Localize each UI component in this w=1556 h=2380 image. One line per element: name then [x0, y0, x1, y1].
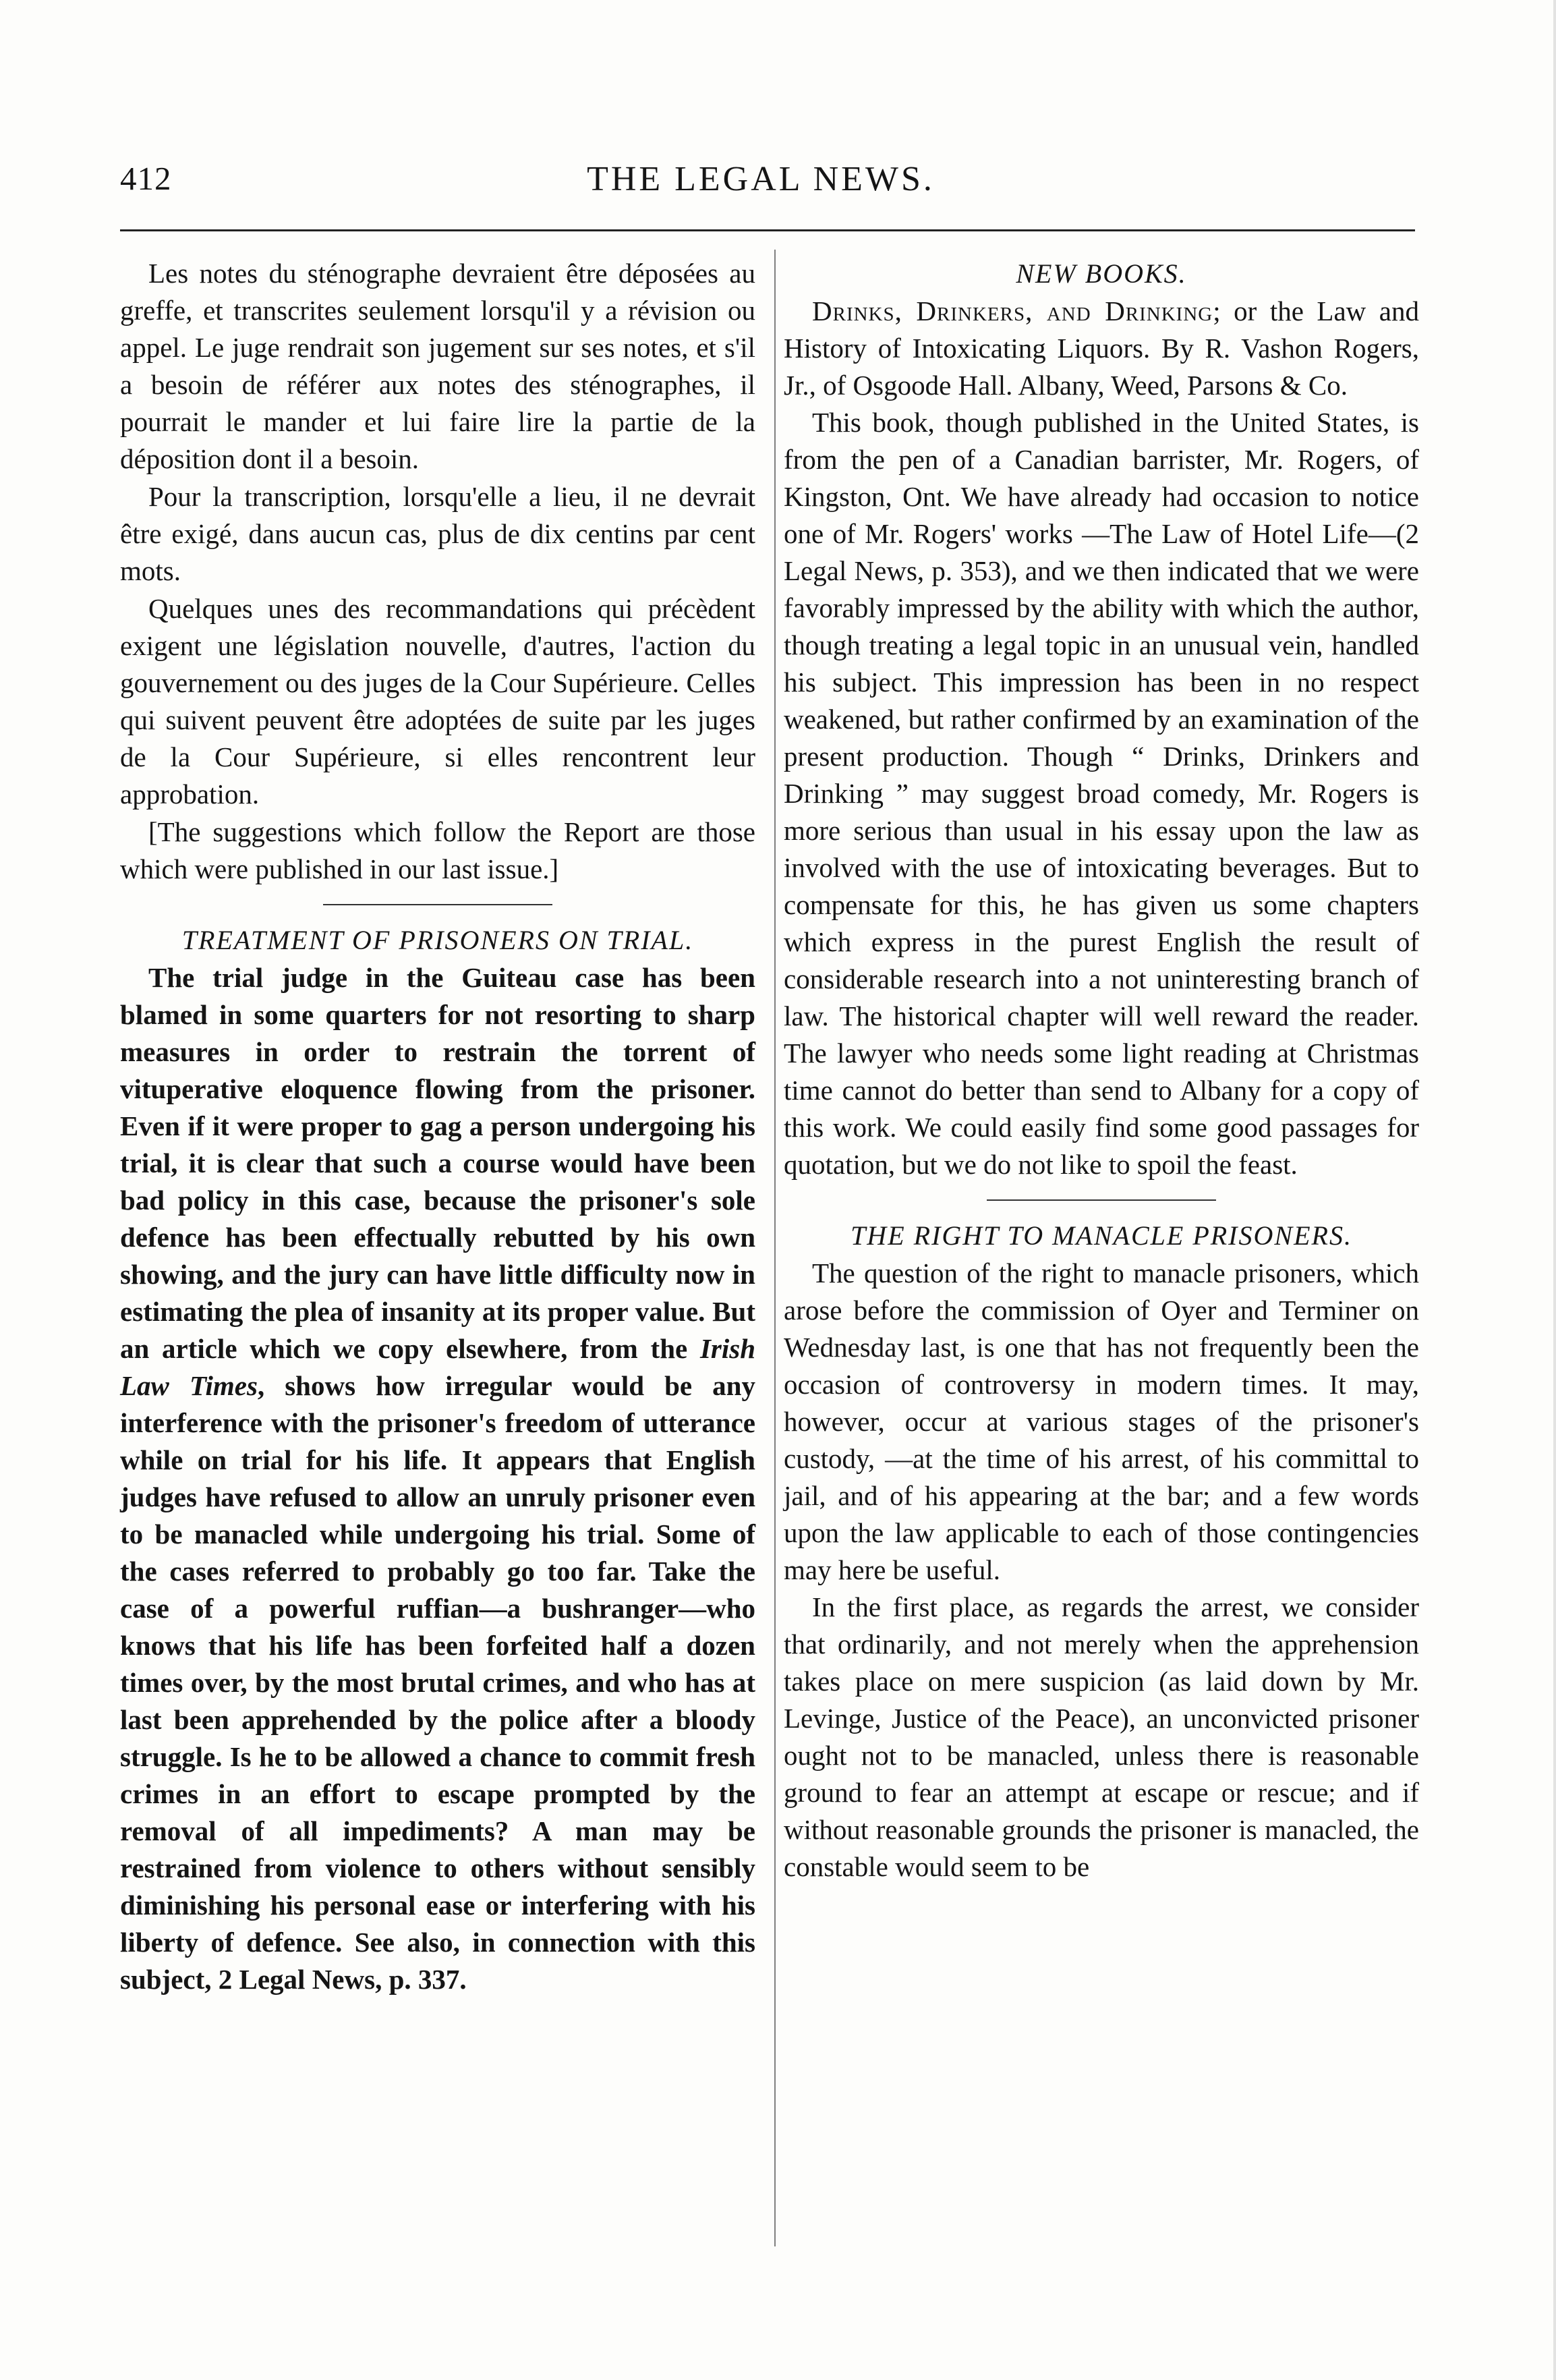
- french-paragraph: Pour la transcription, lorsqu'elle a lieu, il ne devrait être exigé, dans aucun cas, plus de dix centins par cent mots.: [120, 481, 755, 586]
- manacle-heading: THE RIGHT TO MANACLE PRISONERS.: [851, 1220, 1352, 1251]
- page-header: [120, 159, 1402, 213]
- irish-law-times-title: Irish Law Times: [120, 1333, 755, 1401]
- book-title: Drinks, Drinkers, and Drinking: [812, 295, 1213, 327]
- running-head: THE LEGAL NEWS.: [587, 160, 935, 198]
- treatment-article: [120, 959, 755, 1998]
- book-details: ; or the Law and History of Intoxicating Liquors. By R. Vashon Rogers, Jr., of Osgoode Hall. Albany, Weed, Parsons & Co.: [784, 295, 1419, 401]
- bracket-note: [The suggestions which follow the Report are those which were published in our last issue.]: [120, 816, 755, 884]
- section-divider: [323, 904, 552, 905]
- manacle-paragraph: The question of the right to manacle prisoners, which arose before the commission of Oyer and Terminer on Wednesday last, is one that has not frequently been the occasion of controversy in modern times. It may, however, occur at various stages of the prisoner's custody, —at the time of his arrest, of his committal to jail, and of his appearing at the bar; and a few words upon the law applicable to each of those contingencies may here be useful.: [784, 1257, 1419, 1585]
- treatment-text-part-1: The trial judge in the Guiteau case has been blamed in some quarters for not resorting to sharp measures in order to restrain the torrent of vituperative eloquence flowing from the prisoner. Even if it were proper to gag a person undergoing his trial, it is clear that such a course would have been bad policy in this case, because the prisoner's sole defence has been effectually rebutted by his own showing, and the jury can have little difficulty now in estimating the plea of insanity at its proper value. But an article which we copy elsewhere, from the: [120, 962, 755, 1364]
- french-paragraph: Les notes du sténographe devraient être déposées au greffe, et transcrites seulement lorsqu'il y a révision ou appel. Le juge rendrait son jugement sur ses notes, et s'il a besoin de référer aux notes des sténographes, il pourrait le mander et lui faire lire la partie de la déposition dont il a besoin.: [120, 258, 755, 474]
- book-review: This book, though published in the United States, is from the pen of a Canadian barrister, Mr. Rogers, of Kingston, Ont. We have already had occasion to notice one of Mr. Rogers' works —The Law of Hotel Life—(2 Legal News, p. 353), and we then indicated that we were favorably impressed by the ability with which the author, though treating a legal topic in an unusual vein, handled his subject. This impression has been in no respect weakened, but rather confirmed by an examination of the present production. Though “ Drinks, Drinkers and Drinking ” may suggest broad comedy, Mr. Rogers is more serious than usual in his essay upon the law as involved with the use of intoxicating beverages. But to compensate for this, he has given us some chapters which express in the purest English the result of considerable research into a not uninteresting branch of law. The historical chapter will well reward the reader. The lawyer who needs some light reading at Christmas time cannot do better than send to Albany for a copy of this work. We could easily find some good passages for quotation, but we do not like to spoil the feast.: [784, 407, 1419, 1180]
- scan-edge: [1553, 0, 1556, 2380]
- left-column: [120, 255, 755, 1998]
- page-number: 412: [120, 160, 172, 197]
- section-divider: [987, 1199, 1216, 1201]
- column-divider: [774, 250, 776, 2246]
- treatment-text-part-2: , shows how irregular would be any interference with the prisoner's freedom of utterance while on trial for his life. It appears that English judges have refused to allow an unruly prisoner even to be manacled while undergoing his trial. Some of the cases referred to probably go too far. Take the case of a powerful ruffian—a bushranger—who knows that his life has been forfeited half a dozen times over, by the most brutal crimes, and who has at last been apprehended by the police after a bloody struggle. Is he to be allowed a chance to commit fresh crimes in an effort to escape prompted by the removal of all impediments? A man may be restrained from violence to others without sensibly diminishing his personal ease or interfering with his liberty of defence. See also, in connection with this subject, 2 Legal News, p. 337.: [120, 1370, 755, 1995]
- french-paragraph: Quelques unes des recommandations qui précèdent exigent une législation nouvelle, d'autres, l'action du gouvernement ou des juges de la Cour Supérieure. Celles qui suivent peuvent être adoptées de suite par les juges de la Cour Supérieure, si elles rencontrent leur approbation.: [120, 593, 755, 810]
- treatment-heading: TREATMENT OF PRISONERS ON TRIAL.: [181, 925, 694, 955]
- manacle-paragraph: In the first place, as regards the arrest, we consider that ordinarily, and not merely when the apprehension takes place on mere suspicion (as laid down by Mr. Levinge, Justice of the Peace), an unconvicted prisoner ought not to be manacled, unless there is reasonable ground to fear an attempt at escape or rescue; and if without reasonable grounds the prisoner is manacled, the constable would seem to be: [784, 1591, 1419, 1882]
- treatment-paragraph: [120, 959, 755, 1998]
- new-books-heading: NEW BOOKS.: [1016, 258, 1187, 289]
- book-entry: [784, 293, 1419, 404]
- header-rule: [120, 229, 1415, 231]
- right-column: [784, 255, 1419, 1886]
